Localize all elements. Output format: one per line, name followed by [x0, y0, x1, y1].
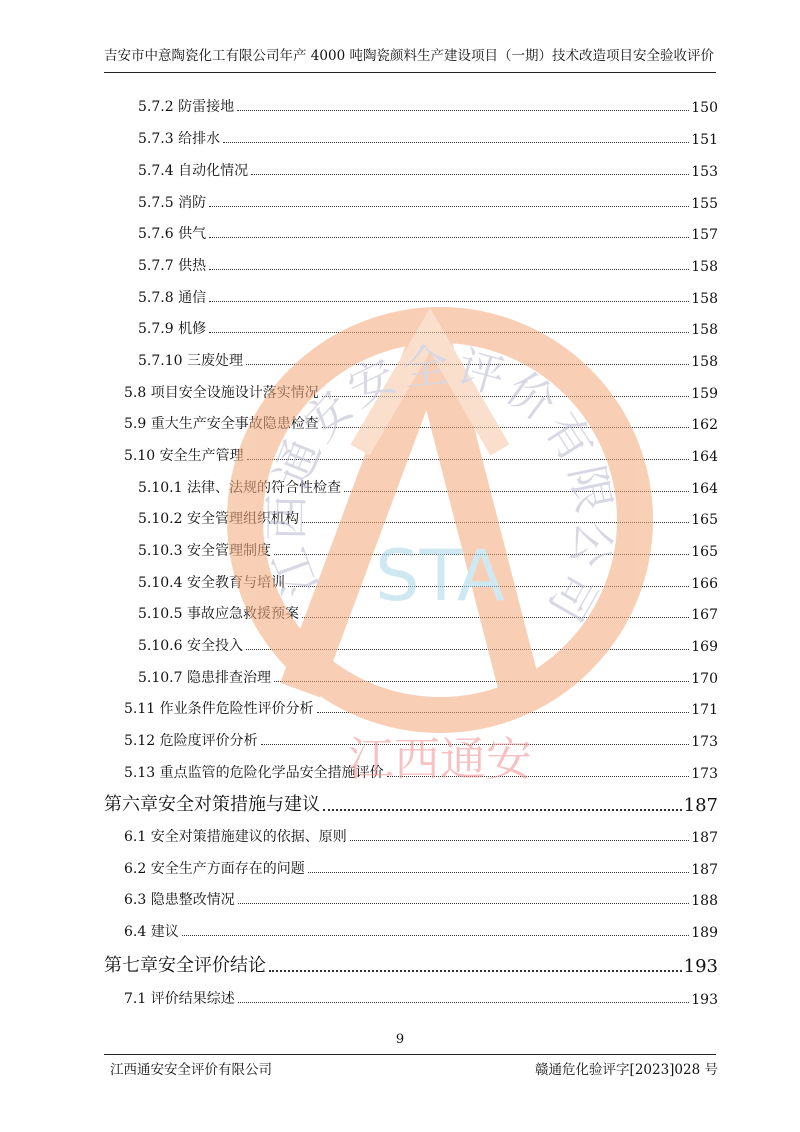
toc-entry-page: 167 — [691, 607, 718, 623]
toc-entry[interactable] — [138, 538, 718, 560]
seal-ring-char: 限 — [559, 460, 622, 517]
toc-entry[interactable] — [124, 696, 718, 718]
toc-dot-leader — [350, 839, 690, 841]
footer-company: 江西通安安全评价有限公司 — [110, 1062, 272, 1078]
toc-entry[interactable] — [124, 824, 718, 846]
toc-entry[interactable] — [138, 348, 718, 370]
toc-entry-page: 158 — [691, 354, 718, 370]
toc-dot-leader — [308, 871, 690, 873]
toc-entry-label: 第六章安全对策措施与建议 — [104, 794, 320, 815]
toc-entry[interactable] — [138, 190, 718, 212]
toc-entry-label: 6.4 建议 — [124, 924, 179, 940]
seal-ring-char: 全 — [399, 338, 451, 397]
page-header: 吉安市中意陶瓷化工有限公司年产 4000 吨陶瓷颜料生产建设项目（一期）技术改造项目安全验收评价 — [104, 48, 714, 64]
footer-rule — [104, 1054, 716, 1055]
toc-dot-leader — [238, 1001, 690, 1003]
toc-dot-leader — [288, 585, 689, 587]
toc-entry-page: 164 — [691, 449, 718, 465]
toc-entry-label: 5.10.3 安全管理制度 — [138, 543, 271, 559]
toc-chapter-entry[interactable] — [104, 790, 718, 816]
toc-dot-leader — [251, 173, 689, 175]
toc-entry-label: 5.9 重大生产安全事故隐患检查 — [124, 416, 319, 432]
toc-entry-label: 5.10.7 隐患排查治理 — [138, 670, 271, 686]
toc-entry-page: 155 — [691, 196, 718, 212]
toc-entry[interactable] — [124, 919, 718, 941]
toc-entry-page: 164 — [691, 481, 718, 497]
page-number: 9 — [395, 1032, 405, 1047]
toc-entry-label: 5.10.4 安全教育与培训 — [138, 575, 285, 591]
seal-ring-char: 公 — [561, 517, 622, 572]
toc-dot-leader — [237, 109, 689, 111]
toc-dot-leader — [274, 553, 689, 555]
toc-entry[interactable] — [124, 728, 718, 750]
toc-entry-label: 5.7.5 消防 — [138, 195, 207, 211]
seal-ring-char: 西 — [259, 494, 314, 541]
toc-entry-label: 5.7.9 机修 — [138, 321, 207, 337]
footer-document-code: 赣通危化验评字[2023]028 号 — [535, 1062, 718, 1078]
toc-entry-label: 5.7.2 防雷接地 — [138, 99, 235, 115]
toc-entry[interactable] — [138, 601, 718, 623]
toc-entry-page: 153 — [691, 164, 718, 180]
toc-dot-leader — [209, 268, 689, 270]
toc-entry[interactable] — [124, 380, 718, 402]
toc-dot-leader — [182, 934, 690, 936]
seal-ring-char: 江 — [262, 541, 329, 604]
toc-dot-leader — [387, 775, 690, 777]
toc-entry-label: 5.10.2 安全管理组织机构 — [138, 511, 299, 527]
toc-entry-page: 193 — [683, 956, 718, 977]
toc-entry-page: 157 — [691, 227, 718, 243]
toc-entry-label: 5.7.10 三废处理 — [138, 353, 243, 369]
toc-entry[interactable] — [138, 316, 718, 338]
toc-entry-page: 187 — [683, 795, 718, 816]
toc-dot-leader — [302, 616, 689, 618]
toc-entry-label: 5.13 重点监管的危险化学品安全措施评价 — [124, 765, 384, 781]
toc-entry-page: 170 — [691, 671, 718, 687]
seal-center-letters: STA — [375, 535, 505, 617]
seal-ring-char: 价 — [496, 361, 566, 432]
toc-entry[interactable] — [138, 285, 718, 307]
toc-dot-leader — [274, 680, 689, 682]
toc-entry-page: 171 — [691, 702, 718, 718]
toc-entry-label: 6.3 隐患整改情况 — [124, 892, 235, 908]
toc-chapter-entry[interactable] — [104, 951, 718, 977]
toc-entry-page: 173 — [691, 734, 718, 750]
toc-entry-label: 5.11 作业条件危险性评价分析 — [124, 701, 314, 717]
toc-entry-label: 5.10 安全生产管理 — [124, 448, 244, 464]
toc-entry[interactable] — [138, 665, 718, 687]
toc-entry[interactable] — [138, 506, 718, 528]
toc-dot-leader — [269, 969, 682, 972]
toc-entry-label: 5.7.4 自动化情况 — [138, 163, 249, 179]
toc-entry-page: 158 — [691, 259, 718, 275]
toc-dot-leader — [317, 711, 690, 713]
seal-ring-char: 通 — [263, 431, 332, 495]
toc-entry-page: 188 — [691, 893, 718, 909]
seal-ring-char: 安 — [291, 380, 363, 452]
toc-dot-leader — [209, 236, 689, 238]
toc-dot-leader — [323, 808, 682, 811]
toc-entry-page: 166 — [691, 576, 718, 592]
toc-entry[interactable] — [124, 856, 718, 878]
toc-dot-leader — [209, 300, 689, 302]
toc-entry[interactable] — [124, 443, 718, 465]
toc-entry-label: 6.2 安全生产方面存在的问题 — [124, 861, 305, 877]
toc-entry-page: 165 — [691, 512, 718, 528]
toc-entry-label: 第七章安全评价结论 — [104, 955, 266, 976]
toc-entry-page: 150 — [691, 100, 718, 116]
toc-entry[interactable] — [138, 158, 718, 180]
toc-entry[interactable] — [138, 94, 718, 116]
toc-dot-leader — [261, 743, 690, 745]
toc-entry-label: 5.10.1 法律、法规的符合性检查 — [138, 480, 341, 496]
toc-entry[interactable] — [138, 633, 718, 655]
toc-entry[interactable] — [124, 760, 718, 782]
toc-entry-label: 5.7.8 通信 — [138, 290, 207, 306]
toc-entry-label: 5.7.6 供气 — [138, 226, 207, 242]
toc-entry[interactable] — [138, 126, 718, 148]
seal-ring-char: 评 — [451, 339, 511, 405]
toc-entry-label: 5.10.6 安全投入 — [138, 638, 243, 654]
toc-entry-page: 187 — [691, 830, 718, 846]
toc-dot-leader — [322, 426, 690, 428]
toc-entry[interactable] — [138, 475, 718, 497]
toc-entry-label: 6.1 安全对策措施建议的依据、原则 — [124, 829, 347, 845]
toc-dot-leader — [209, 331, 689, 333]
header-rule — [104, 72, 716, 73]
toc-entry-label: 5.7.3 给排水 — [138, 131, 221, 147]
toc-entry-page: 187 — [691, 862, 718, 878]
toc-entry-page: 189 — [691, 925, 718, 941]
toc-dot-leader — [223, 141, 689, 143]
toc-entry-label: 7.1 评价结果综述 — [124, 991, 235, 1007]
seal-ring-char: 安 — [339, 348, 405, 417]
toc-entry-page: 173 — [691, 766, 718, 782]
toc-entry[interactable] — [138, 221, 718, 243]
toc-entry-page: 158 — [691, 322, 718, 338]
toc-entry[interactable] — [124, 986, 718, 1008]
toc-dot-leader — [246, 648, 689, 650]
toc-dot-leader — [322, 395, 690, 397]
toc-entry-page: 151 — [691, 132, 718, 148]
toc-entry-page: 169 — [691, 639, 718, 655]
toc-dot-leader — [344, 490, 689, 492]
seal-ring-char: 司 — [538, 563, 608, 631]
toc-entry[interactable] — [124, 411, 718, 433]
toc-dot-leader — [209, 205, 689, 207]
toc-entry-label: 5.10.5 事故应急救援预案 — [138, 606, 299, 622]
seal-ring-char: 有 — [533, 403, 605, 471]
toc-entry-label: 5.7.7 供热 — [138, 258, 207, 274]
toc-entry-page: 162 — [691, 417, 718, 433]
toc-dot-leader — [238, 902, 690, 904]
toc-entry[interactable] — [138, 570, 718, 592]
toc-entry-label: 5.12 危险度评价分析 — [124, 733, 258, 749]
toc-entry-page: 193 — [691, 992, 718, 1008]
toc-dot-leader — [247, 458, 690, 460]
toc-dot-leader — [302, 521, 689, 523]
toc-entry-page: 159 — [691, 386, 718, 402]
toc-entry-page: 165 — [691, 544, 718, 560]
toc-dot-leader — [246, 363, 689, 365]
toc-entry-label: 5.8 项目安全设施设计落实情况 — [124, 385, 319, 401]
toc-entry[interactable] — [138, 253, 718, 275]
seal-bottom-text: 江西通安 — [348, 732, 532, 786]
toc-entry-page: 158 — [691, 291, 718, 307]
toc-entry[interactable] — [124, 887, 718, 909]
